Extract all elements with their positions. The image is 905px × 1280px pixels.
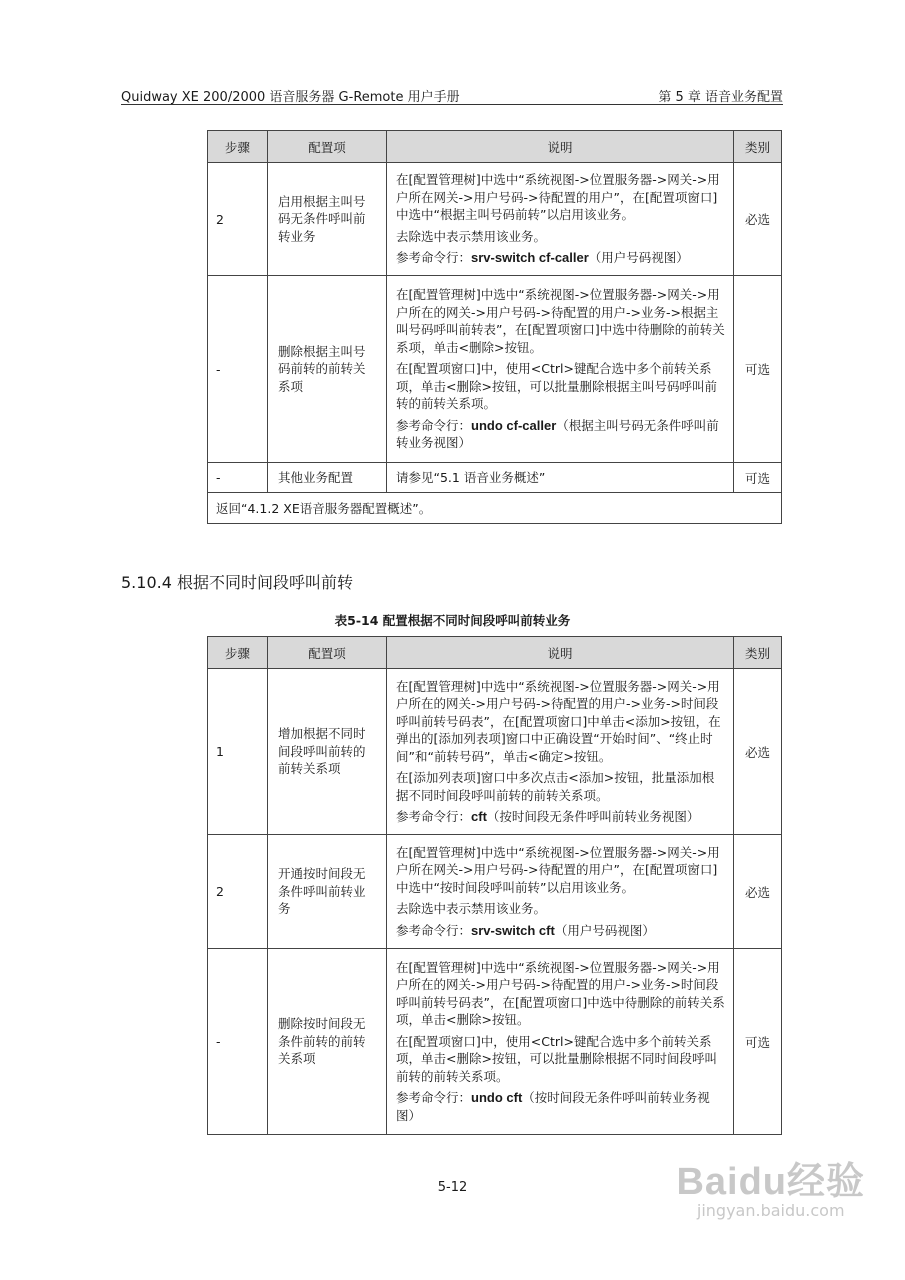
step-cell: 2 — [208, 163, 268, 276]
header-chapter: 第 5 章 语音业务配置 — [658, 90, 783, 105]
description-paragraph: 在[配置管理树]中选中“系统视图->位置服务器->网关->用户所在的网关->用户号码->待配置的用户->业务->时间段呼叫前转号码表”，在[配置项窗口]中选中待删除的前转关系项，单击<删除>按钮。 — [396, 959, 725, 1028]
description-paragraph: 在[配置管理树]中选中“系统视图->位置服务器->网关->用户所在的网关->用户号码->待配置的用户->业务->时间段呼叫前转号码表”，在[配置项窗口]中单击<添加>按钮，在弹出的[添加列表项]窗口中正确设置“开始时间”、“终止时间”和“前转号码”，单击<确定>按钮。 — [396, 678, 721, 764]
command-reference — [396, 808, 725, 826]
column-header: 配置项 — [268, 637, 387, 669]
step-cell: - — [208, 949, 268, 1135]
description-paragraph: 请参见“5.1 语音业务概述” — [396, 469, 546, 485]
config-item-cell: 启用根据主叫号码无条件呼叫前转业务 — [268, 163, 387, 276]
column-header: 配置项 — [268, 131, 387, 163]
description-cell — [387, 163, 734, 276]
description-paragraph: 在[配置管理树]中选中“系统视图->位置服务器->网关->用户所在的网关->用户号码->待配置的用户->业务->根据主叫号码呼叫前转表”，在[配置项窗口]中选中待删除的前转关系项，单击<删除>按钮。 — [396, 287, 725, 355]
table-row — [208, 835, 782, 949]
command-reference — [396, 417, 725, 452]
table-row — [208, 276, 782, 463]
table-footer-row — [208, 493, 782, 524]
column-header: 说明 — [387, 131, 734, 163]
command-name: undo cft — [471, 1090, 523, 1106]
table-caption: 表5-14 配置根据不同时间段呼叫前转业务 — [334, 613, 571, 628]
page-header — [121, 86, 783, 105]
table-row — [208, 163, 782, 276]
step-cell: 1 — [208, 669, 268, 835]
column-header: 类别 — [734, 131, 782, 163]
section-title: 5.10.4 根据不同时间段呼叫前转 — [121, 573, 353, 592]
category-cell: 可选 — [734, 276, 782, 463]
config-table-1 — [207, 130, 782, 524]
step-cell: - — [208, 276, 268, 463]
command-view: （按时间段无条件呼叫前转业务视图） — [486, 809, 700, 824]
table-row — [208, 669, 782, 835]
description-paragraph: 去除选中表示禁用该业务。 — [396, 228, 547, 244]
command-view: （按时间段无条件呼叫前转业务视图） — [396, 1090, 710, 1123]
header-title: Quidway XE 200/2000 语音服务器 G-Remote 用户手册 — [121, 90, 460, 105]
table-header-row — [208, 637, 782, 669]
command-view: （根据主叫号码无条件呼叫前转业务视图） — [396, 417, 719, 451]
column-header: 步骤 — [208, 131, 268, 163]
description-cell — [387, 949, 734, 1135]
category-cell: 可选 — [734, 463, 782, 493]
config-item-cell: 删除按时间段无条件前转的前转关系项 — [268, 949, 387, 1135]
description-paragraph: 在[配置管理树]中选中“系统视图->位置服务器->网关->用户所在网关->用户号码->待配置的用户”，在[配置项窗口]中选中“按时间段呼叫前转”以启用该业务。 — [396, 844, 720, 895]
command-prefix: 参考命令行： — [396, 809, 472, 824]
config-table-2 — [207, 636, 782, 1135]
table-row — [208, 463, 782, 493]
column-header: 步骤 — [208, 637, 268, 669]
category-cell: 可选 — [734, 949, 782, 1135]
watermark-logo: Baidu经验 — [676, 1161, 865, 1203]
command-reference — [396, 922, 725, 940]
command-view: （用户号码视图） — [588, 250, 689, 266]
command-reference — [396, 249, 725, 267]
description-cell — [387, 669, 734, 835]
description-paragraph: 在[添加列表项]窗口中多次点击<添加>按钮，批量添加根据不同时间段呼叫前转的前转关系项。 — [396, 770, 715, 803]
table-row — [208, 949, 782, 1135]
description-cell — [387, 276, 734, 463]
config-item-cell: 删除根据主叫号码前转的前转关系项 — [268, 276, 387, 463]
step-cell: - — [208, 463, 268, 493]
watermark-url: jingyan.baidu.com — [696, 1201, 845, 1220]
command-prefix: 参考命令行： — [396, 922, 472, 938]
command-prefix: 参考命令行： — [396, 1090, 472, 1106]
table-header-row — [208, 131, 782, 163]
return-link[interactable]: 返回“4.1.2 XE语音服务器配置概述”。 — [208, 493, 782, 524]
command-prefix: 参考命令行： — [396, 417, 472, 433]
baidu-watermark — [676, 1150, 865, 1220]
command-name: srv-switch cft — [471, 922, 555, 938]
config-item-cell: 增加根据不同时间段呼叫前转的前转关系项 — [268, 669, 387, 835]
command-name: cft — [471, 809, 487, 824]
step-cell: 2 — [208, 835, 268, 949]
page-number: 5-12 — [437, 1180, 468, 1195]
description-paragraph: 在[配置项窗口]中，使用<Ctrl>键配合选中多个前转关系项，单击<删除>按钮，可以批量删除根据主叫号码呼叫前转的前转关系项。 — [396, 361, 717, 412]
description-paragraph: 去除选中表示禁用该业务。 — [396, 901, 547, 917]
command-prefix: 参考命令行： — [396, 250, 472, 266]
category-cell: 必选 — [734, 835, 782, 949]
config-item-cell: 开通按时间段无条件呼叫前转业务 — [268, 835, 387, 949]
column-header: 类别 — [734, 637, 782, 669]
description-cell — [387, 835, 734, 949]
description-paragraph: 在[配置项窗口]中，使用<Ctrl>键配合选中多个前转关系项，单击<删除>按钮，可以批量删除根据不同时间段呼叫前转的前转关系项。 — [396, 1033, 717, 1084]
column-header: 说明 — [387, 637, 734, 669]
command-reference — [396, 1089, 725, 1124]
category-cell: 必选 — [734, 163, 782, 276]
config-item-cell: 其他业务配置 — [268, 463, 387, 493]
command-name: undo cf-caller — [471, 417, 557, 433]
description-paragraph: 在[配置管理树]中选中“系统视图->位置服务器->网关->用户所在网关->用户号码->待配置的用户”，在[配置项窗口]中选中“根据主叫号码前转”以启用该业务。 — [396, 172, 720, 223]
command-name: srv-switch cf-caller — [471, 250, 589, 266]
command-view: （用户号码视图） — [554, 922, 655, 938]
category-cell: 必选 — [734, 669, 782, 835]
description-cell — [387, 463, 734, 493]
